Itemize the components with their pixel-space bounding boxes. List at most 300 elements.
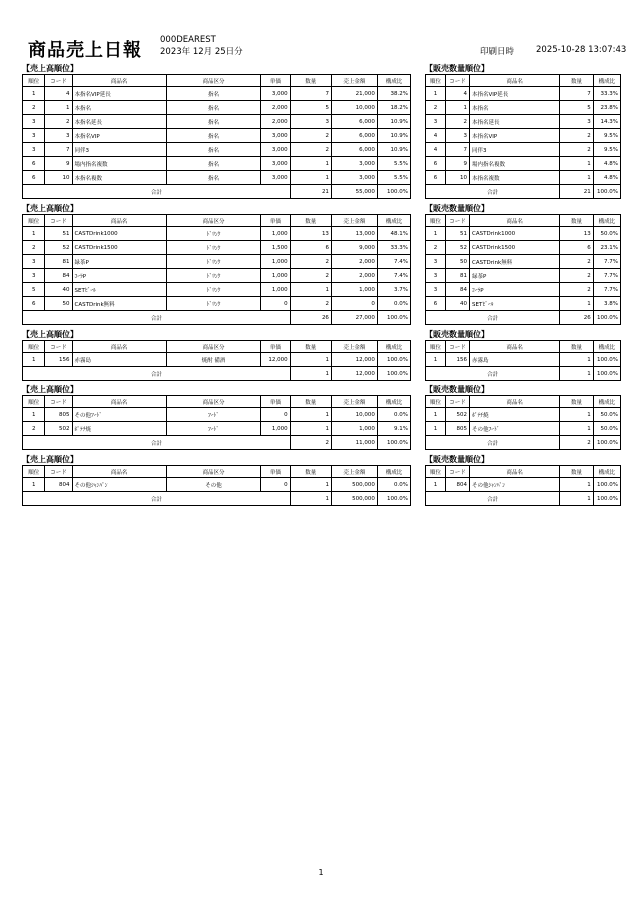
table-cell: 1 (560, 157, 594, 171)
total-cell: 100.0% (377, 311, 410, 325)
total-row (426, 311, 621, 325)
total-cell: 100.0% (377, 436, 410, 450)
table-cell: 13 (560, 227, 594, 241)
column-header: 商品名 (72, 75, 166, 87)
table-row (426, 408, 621, 422)
total-row (23, 436, 411, 450)
table-cell: ﾄﾞﾘﾝｸ (166, 297, 260, 311)
total-label: 合計 (426, 436, 560, 450)
column-header: 単価 (261, 466, 290, 478)
table-cell: 本指名 (72, 101, 166, 115)
table-cell: 5 (23, 283, 45, 297)
table-cell: 100.0% (593, 478, 620, 492)
table-cell: 本指名VIP延長 (470, 87, 560, 101)
column-header: 単価 (261, 341, 290, 353)
column-header: 順位 (23, 215, 45, 227)
table-cell: 3,000 (261, 87, 290, 101)
table-cell: 7 (290, 87, 331, 101)
table-cell: 1 (560, 353, 594, 367)
table-cell: 3 (426, 269, 446, 283)
total-row (426, 492, 621, 506)
table-cell: 7.7% (593, 283, 620, 297)
table-cell: その他ﾌｰﾄﾞ (72, 408, 166, 422)
total-cell: 100.0% (593, 185, 620, 199)
table-cell: 52 (445, 241, 469, 255)
table-cell: 2,000 (261, 101, 290, 115)
table-cell: ﾌｰﾄﾞ (166, 422, 260, 436)
table-cell: 2 (290, 297, 331, 311)
table-cell: 9 (45, 157, 72, 171)
table-cell: 本指名延長 (72, 115, 166, 129)
table-cell: 1,000 (261, 283, 290, 297)
table-cell: 4 (426, 143, 446, 157)
table-cell: 1 (426, 227, 446, 241)
table-cell: 2 (426, 241, 446, 255)
table-cell: SETﾋﾞｰﾙ (72, 283, 166, 297)
table-cell: ﾎﾟﾃﾁ焼 (470, 408, 560, 422)
table-cell: 6,000 (331, 129, 377, 143)
column-header: 数量 (290, 341, 331, 353)
total-cell: 26 (560, 311, 594, 325)
table-cell: 10.9% (377, 115, 410, 129)
total-cell: 100.0% (377, 367, 410, 381)
sales-ranking-section (22, 385, 411, 450)
table-header-row (23, 396, 411, 408)
column-header: 順位 (426, 396, 446, 408)
table-row (23, 101, 411, 115)
sales-table (22, 395, 411, 450)
table-cell: 場内指名複数 (470, 157, 560, 171)
table-cell: 500,000 (331, 478, 377, 492)
table-cell: 1 (23, 87, 45, 101)
table-cell: その他ﾌｰﾄﾞ (470, 422, 560, 436)
table-cell: ﾄﾞﾘﾝｸ (166, 255, 260, 269)
column-header: 商品名 (470, 341, 560, 353)
table-cell: 3.8% (593, 297, 620, 311)
table-row (23, 157, 411, 171)
table-cell: 10,000 (331, 408, 377, 422)
column-header: 順位 (426, 75, 446, 87)
table-cell: 2,000 (331, 269, 377, 283)
table-cell: 51 (45, 227, 72, 241)
total-label: 合計 (23, 311, 291, 325)
column-header: 数量 (560, 215, 594, 227)
table-cell: 指名 (166, 171, 260, 185)
column-header: コード (445, 215, 469, 227)
table-cell: 指名 (166, 143, 260, 157)
column-header: 商品名 (470, 396, 560, 408)
table-cell: 本指名複数 (72, 171, 166, 185)
table-cell: 2 (560, 143, 594, 157)
table-cell: 50.0% (593, 227, 620, 241)
table-cell: 50 (45, 297, 72, 311)
table-cell: 2 (23, 241, 45, 255)
table-row (426, 255, 621, 269)
table-cell: 10.9% (377, 143, 410, 157)
table-cell: 100.0% (377, 353, 410, 367)
table-row (426, 143, 621, 157)
table-row (426, 269, 621, 283)
print-datetime: 2025-10-28 13:07:43 (536, 45, 627, 55)
table-cell: 6,000 (331, 115, 377, 129)
table-cell: 3,000 (261, 157, 290, 171)
table-cell: 本指名VIP (72, 129, 166, 143)
table-cell: 2,000 (331, 255, 377, 269)
table-cell: 3 (23, 143, 45, 157)
table-cell: 緑茶P (72, 255, 166, 269)
column-header: 構成比 (593, 466, 620, 478)
column-header: 数量 (560, 75, 594, 87)
column-header: 構成比 (593, 341, 620, 353)
quantity-ranking-section (425, 385, 621, 450)
column-header: 順位 (426, 466, 446, 478)
table-cell: 6 (426, 157, 446, 171)
column-header: 数量 (290, 215, 331, 227)
table-cell: 3 (426, 283, 446, 297)
total-row (23, 367, 411, 381)
column-header: 数量 (560, 466, 594, 478)
total-row (426, 367, 621, 381)
table-header-row (426, 466, 621, 478)
column-header: コード (445, 75, 469, 87)
table-cell: 12,000 (331, 353, 377, 367)
total-label: 合計 (426, 185, 560, 199)
print-label: 印刷日時 (480, 47, 515, 57)
table-cell: 5 (290, 101, 331, 115)
table-row (23, 422, 411, 436)
table-cell: 1,500 (261, 241, 290, 255)
table-cell: 52 (45, 241, 72, 255)
table-cell: 1,000 (261, 255, 290, 269)
quantity-table (425, 395, 621, 450)
column-header: 単価 (261, 215, 290, 227)
table-cell: 10,000 (331, 101, 377, 115)
table-cell: 3 (560, 115, 594, 129)
table-cell: 18.2% (377, 101, 410, 115)
table-cell: CASTDrink無料 (470, 255, 560, 269)
table-cell: 10.9% (377, 129, 410, 143)
table-header-row (426, 75, 621, 87)
table-cell: 指名 (166, 101, 260, 115)
table-cell: 6 (290, 241, 331, 255)
column-header: 単価 (261, 75, 290, 87)
table-row (426, 87, 621, 101)
column-header: 商品名 (72, 215, 166, 227)
column-header: 順位 (426, 341, 446, 353)
table-cell: 1,000 (261, 227, 290, 241)
table-cell: 0.0% (377, 478, 410, 492)
table-row (23, 255, 411, 269)
table-cell: 3,000 (261, 171, 290, 185)
column-header: 数量 (290, 75, 331, 87)
column-header: コード (445, 341, 469, 353)
total-cell: 1 (560, 492, 594, 506)
sales-ranking-title: 【売上高順位】 (22, 204, 78, 213)
table-cell: 33.3% (593, 87, 620, 101)
table-cell: 7 (560, 87, 594, 101)
total-cell: 21 (560, 185, 594, 199)
total-cell: 26 (290, 311, 331, 325)
table-cell: 10 (445, 171, 469, 185)
table-cell: CASTDrink無料 (72, 297, 166, 311)
table-cell: 1 (45, 101, 72, 115)
table-cell: 3,000 (261, 143, 290, 157)
table-cell: 3,000 (331, 171, 377, 185)
table-cell: CASTDrink1500 (72, 241, 166, 255)
table-row (426, 171, 621, 185)
table-cell: 502 (45, 422, 72, 436)
sales-ranking-title: 【売上高順位】 (22, 64, 78, 73)
table-cell: 1 (426, 408, 446, 422)
table-cell: 100.0% (593, 353, 620, 367)
table-cell: 3 (23, 129, 45, 143)
total-row (23, 311, 411, 325)
table-cell: 2 (445, 115, 469, 129)
table-cell: 6 (23, 171, 45, 185)
table-cell: 5.5% (377, 171, 410, 185)
table-cell: 81 (445, 269, 469, 283)
table-cell: 4 (445, 87, 469, 101)
column-header: コード (45, 466, 72, 478)
total-cell: 2 (290, 436, 331, 450)
total-cell: 2 (560, 436, 594, 450)
total-cell: 100.0% (593, 367, 620, 381)
table-cell: 33.3% (377, 241, 410, 255)
table-cell: 14.3% (593, 115, 620, 129)
table-cell: 1 (426, 422, 446, 436)
column-header: 商品名 (72, 396, 166, 408)
total-cell: 1 (560, 367, 594, 381)
sales-ranking-title: 【売上高順位】 (22, 455, 78, 464)
table-cell: 156 (445, 353, 469, 367)
column-header: 売上金額 (331, 341, 377, 353)
table-cell: 40 (445, 297, 469, 311)
table-header-row (23, 75, 411, 87)
table-cell: 2 (560, 269, 594, 283)
total-label: 合計 (426, 492, 560, 506)
table-cell: 本指名 (470, 101, 560, 115)
table-cell: 本指名延長 (470, 115, 560, 129)
total-label: 合計 (23, 367, 291, 381)
table-cell: 1,000 (331, 283, 377, 297)
column-header: 売上金額 (331, 215, 377, 227)
table-row (23, 129, 411, 143)
column-header: コード (45, 215, 72, 227)
column-header: 構成比 (377, 396, 410, 408)
table-cell: CASTDrink1500 (470, 241, 560, 255)
column-header: 構成比 (377, 466, 410, 478)
quantity-ranking-section (425, 455, 621, 506)
table-cell: その他ｼｬﾝﾊﾟﾝ (470, 478, 560, 492)
table-cell: 1,000 (261, 422, 290, 436)
sales-table (22, 465, 411, 506)
table-row (426, 101, 621, 115)
column-header: コード (45, 75, 72, 87)
table-row (23, 283, 411, 297)
table-cell: 3 (23, 115, 45, 129)
table-cell: 同伴3 (72, 143, 166, 157)
table-cell: 1 (290, 157, 331, 171)
column-header: 商品区分 (166, 466, 260, 478)
table-cell: 2 (290, 255, 331, 269)
quantity-ranking-section (425, 330, 621, 381)
table-cell: 81 (45, 255, 72, 269)
table-cell: 3.7% (377, 283, 410, 297)
table-cell: ﾄﾞﾘﾝｸ (166, 241, 260, 255)
table-cell: 3,000 (261, 129, 290, 143)
table-cell: 1 (426, 478, 446, 492)
table-cell: 3 (23, 269, 45, 283)
table-row (23, 171, 411, 185)
table-cell: 805 (45, 408, 72, 422)
table-cell: 1 (23, 227, 45, 241)
sales-ranking-section (22, 330, 411, 381)
table-row (426, 422, 621, 436)
table-row (426, 478, 621, 492)
table-cell: 2 (560, 255, 594, 269)
table-cell: 7.7% (593, 255, 620, 269)
quantity-ranking-title: 【販売数量順位】 (425, 330, 489, 339)
table-cell: 2,000 (261, 115, 290, 129)
total-cell: 11,000 (331, 436, 377, 450)
table-cell: 2 (290, 129, 331, 143)
column-header: 数量 (560, 341, 594, 353)
column-header: 数量 (560, 396, 594, 408)
column-header: コード (45, 341, 72, 353)
column-header: 順位 (23, 466, 45, 478)
total-cell: 12,000 (331, 367, 377, 381)
column-header: 構成比 (593, 75, 620, 87)
table-cell: 7.7% (593, 269, 620, 283)
sales-table (22, 340, 411, 381)
quantity-table (425, 340, 621, 381)
table-cell: 緑茶P (470, 269, 560, 283)
quantity-ranking-title: 【販売数量順位】 (425, 204, 489, 213)
table-cell: 13 (290, 227, 331, 241)
table-row (426, 227, 621, 241)
table-cell: 1 (445, 101, 469, 115)
total-label: 合計 (426, 367, 560, 381)
column-header: 商品名 (470, 466, 560, 478)
table-cell: 9.5% (593, 143, 620, 157)
table-cell: 21,000 (331, 87, 377, 101)
column-header: 構成比 (593, 215, 620, 227)
table-cell: 9,000 (331, 241, 377, 255)
table-cell: ﾄﾞﾘﾝｸ (166, 227, 260, 241)
quantity-table (425, 465, 621, 506)
table-cell: 6 (426, 297, 446, 311)
table-cell: 1 (426, 87, 446, 101)
table-header-row (23, 341, 411, 353)
quantity-ranking-section (425, 64, 621, 199)
table-cell: その他ｼｬﾝﾊﾟﾝ (72, 478, 166, 492)
table-row (23, 87, 411, 101)
column-header: 商品区分 (166, 396, 260, 408)
table-cell: 赤霧島 (470, 353, 560, 367)
report-title: 商品売上日報 (28, 40, 142, 61)
table-cell: 1,000 (261, 269, 290, 283)
table-cell: 6 (23, 297, 45, 311)
table-cell: 7 (45, 143, 72, 157)
table-row (426, 353, 621, 367)
total-cell: 27,000 (331, 311, 377, 325)
table-cell: 本指名複数 (470, 171, 560, 185)
total-cell: 21 (290, 185, 331, 199)
table-cell: 6 (426, 171, 446, 185)
quantity-table (425, 214, 621, 325)
table-cell: 2 (560, 129, 594, 143)
column-header: 商品区分 (166, 341, 260, 353)
table-cell: 1 (23, 353, 45, 367)
table-row (426, 115, 621, 129)
table-cell: 12,000 (261, 353, 290, 367)
table-row (23, 408, 411, 422)
quantity-ranking-title: 【販売数量順位】 (425, 385, 489, 394)
table-cell: 1 (560, 478, 594, 492)
table-row (23, 115, 411, 129)
table-cell: 7.4% (377, 255, 410, 269)
table-cell: 2 (23, 422, 45, 436)
table-cell: 84 (45, 269, 72, 283)
total-cell: 100.0% (377, 492, 410, 506)
total-label: 合計 (23, 436, 291, 450)
table-cell: 4.8% (593, 157, 620, 171)
column-header: 数量 (290, 466, 331, 478)
table-cell: 赤霧島 (72, 353, 166, 367)
table-cell: 0 (261, 297, 290, 311)
store-name: 000DEAREST (160, 35, 216, 45)
table-row (426, 129, 621, 143)
sales-table (22, 74, 411, 199)
table-cell: 同伴3 (470, 143, 560, 157)
total-cell: 100.0% (593, 436, 620, 450)
quantity-ranking-section (425, 204, 621, 325)
table-cell: 1 (426, 353, 446, 367)
table-cell: 3 (290, 115, 331, 129)
table-cell: 9.5% (593, 129, 620, 143)
column-header: コード (445, 466, 469, 478)
table-cell: 3 (445, 129, 469, 143)
table-cell: 50.0% (593, 408, 620, 422)
table-cell: CASTDrink1000 (470, 227, 560, 241)
table-cell: 23.8% (593, 101, 620, 115)
table-cell: 3 (23, 255, 45, 269)
table-cell: 2 (426, 101, 446, 115)
table-cell: 4 (45, 87, 72, 101)
table-cell: 804 (45, 478, 72, 492)
table-header-row (426, 215, 621, 227)
table-row (23, 227, 411, 241)
table-cell: 5.5% (377, 157, 410, 171)
table-row (426, 157, 621, 171)
table-cell: 指名 (166, 87, 260, 101)
table-header-row (23, 215, 411, 227)
table-cell: 5 (560, 101, 594, 115)
table-cell: 156 (45, 353, 72, 367)
total-cell: 1 (290, 367, 331, 381)
table-cell: 13,000 (331, 227, 377, 241)
table-cell: 2 (290, 143, 331, 157)
column-header: 構成比 (377, 215, 410, 227)
table-cell: 9 (445, 157, 469, 171)
table-cell: 1,000 (331, 422, 377, 436)
total-cell: 100.0% (593, 311, 620, 325)
table-cell: 2 (290, 269, 331, 283)
column-header: 順位 (23, 396, 45, 408)
total-row (23, 185, 411, 199)
table-cell: 6,000 (331, 143, 377, 157)
table-cell: 0 (331, 297, 377, 311)
